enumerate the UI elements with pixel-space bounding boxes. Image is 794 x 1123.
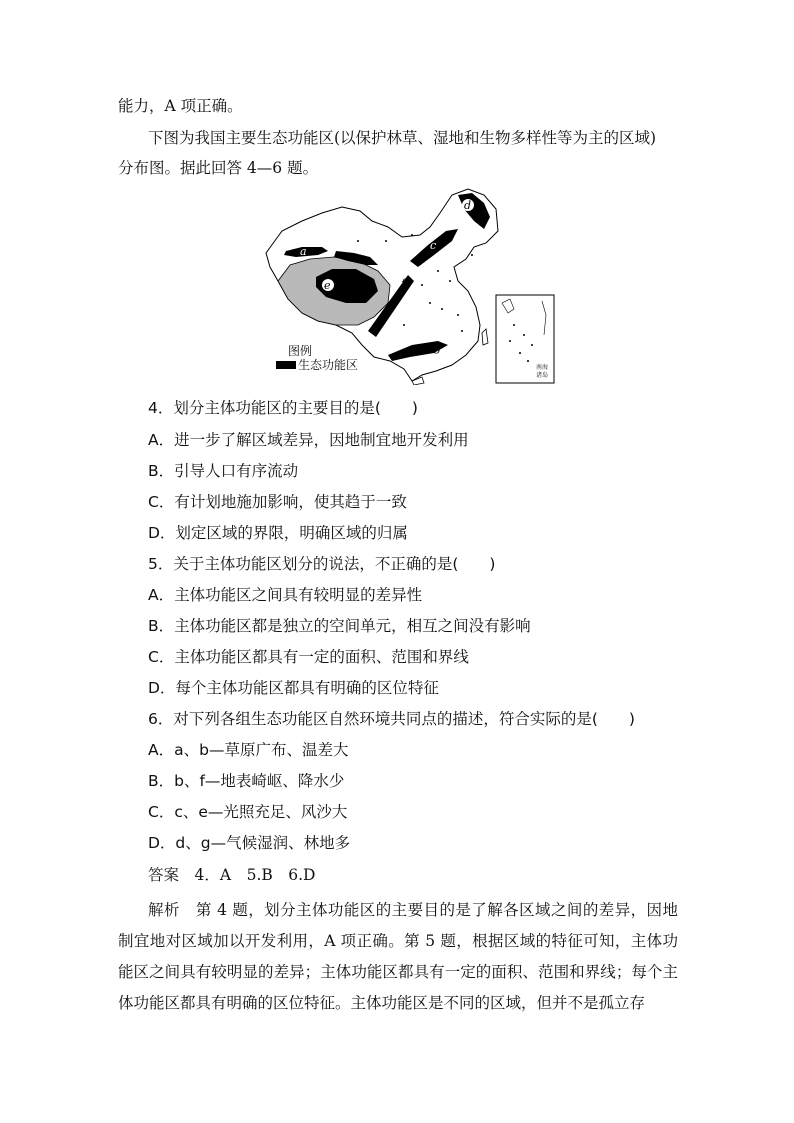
q4-stem: 4．划分主体功能区的主要目的是( ): [148, 399, 418, 417]
answer-text: 4．A 5.B 6.D: [194, 866, 316, 884]
q6-option-c: C．c、e—光照充足、风沙大: [148, 803, 348, 821]
intro-line-2: 下图为我国主要生态功能区(以保护林草、湿地和生物多样性等为主的区域): [148, 129, 657, 147]
taiwan-island: [482, 329, 488, 345]
intro-line-3: 分布图。据此回答 4—6 题。: [118, 159, 319, 177]
q6-option-d: D．d、g—气候湿润、林地多: [148, 834, 351, 852]
zone-label-e: e: [324, 279, 331, 292]
legend-label: 生态功能区: [298, 358, 359, 372]
zone-label-f: f: [401, 277, 406, 290]
zone-label-d: d: [464, 199, 472, 212]
legend-swatch: [276, 361, 296, 369]
intro-line-1: 能力，A 项正确。: [118, 97, 243, 115]
q4-option-a: A．进一步了解区域差异，因地制宜地开发利用: [148, 431, 469, 449]
answer-label: 答案: [148, 866, 180, 884]
q5-option-d: D．每个主体功能区都具有明确的区位特征: [148, 679, 439, 697]
explanation-paragraph: [118, 895, 678, 1019]
answer-line: [148, 865, 315, 885]
q4-option-b: B．引导人口有序流动: [148, 462, 299, 480]
ecological-zone-map: [262, 185, 560, 385]
q6-option-b: B．b、f—地表崎岖、降水少: [148, 772, 345, 790]
q4-option-d: D．划定区域的界限，明确区域的归属: [148, 524, 408, 542]
zone-label-c: c: [430, 239, 437, 252]
explanation-text: 第 4 题，划分主体功能区的主要目的是了解各区域之间的差异，因地制宜地对区域加以开发利用，A 项正确。第 5 题，根据区域的特征可知，主体功能区之间具有较明显的差异；主体功能区都具有一定的面积、范围和界线；每个主体功能区都具有明确的区位特征。主体功能区是不同的区域，但并不是孤立存: [118, 901, 678, 1012]
zone-label-b: b: [362, 254, 370, 267]
explanation-label: 解析: [148, 901, 180, 919]
zone-label-g: g: [434, 341, 442, 354]
q6-option-a: A．a、b—草原广布、温差大: [148, 741, 349, 759]
q5-stem: 5．关于主体功能区划分的说法，不正确的是( ): [148, 555, 496, 573]
q5-option-a: A．主体功能区之间具有较明显的差异性: [148, 586, 423, 604]
legend-title: 图例: [288, 344, 313, 358]
inset-label-1: 南海: [536, 364, 549, 371]
q5-option-c: C．主体功能区都具有一定的面积、范围和界线: [148, 648, 469, 666]
q6-stem: 6．对下列各组生态功能区自然环境共同点的描述，符合实际的是( ): [148, 710, 635, 728]
q4-option-c: C．有计划地施加影响，使其趋于一致: [148, 493, 407, 511]
zone-label-a: a: [300, 245, 307, 258]
q5-option-b: B．主体功能区都是独立的空间单元，相互之间没有影响: [148, 617, 531, 635]
inset-label-2: 诸岛: [536, 372, 549, 379]
